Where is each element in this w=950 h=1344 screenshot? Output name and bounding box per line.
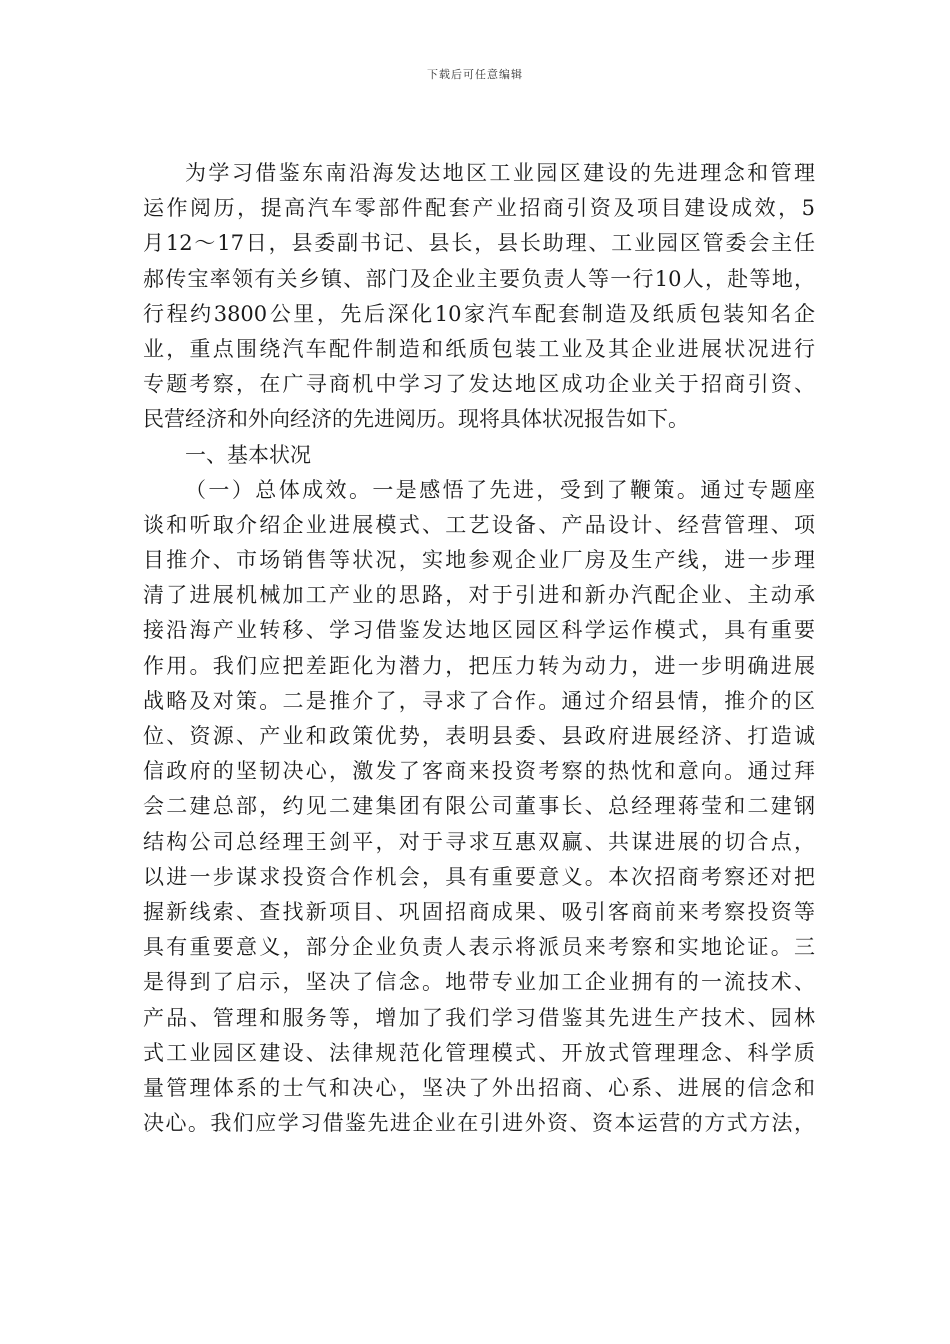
- heading-text: 一、基本状况: [185, 442, 311, 467]
- text-line: 业，重点围绕汽车配件制造和纸质包装工业及其企业进展状况进行: [143, 336, 815, 361]
- text-line: 行程约3800公里，先后深化10家汽车配套制造及纸质包装知名企: [143, 301, 815, 326]
- text-line: 战略及对策。二是推介了，寻求了合作。通过介绍县情，推介的区: [143, 688, 815, 713]
- text-line: 决心。我们应学习借鉴先进企业在引进外资、资本运营的方式方法，: [143, 1111, 815, 1136]
- text-line: 量管理体系的士气和决心，坚决了外出招商、心系、进展的信念和: [143, 1075, 815, 1100]
- text-line: （一）总体成效。一是感悟了先进，受到了鞭策。通过专题座: [185, 477, 815, 502]
- text-line: 月12～17日，县委副书记、县长，县长助理、工业园区管委会主任: [143, 231, 815, 256]
- text-line: 握新线索、查找新项目、巩固招商成果、吸引客商前来考察投资等: [143, 899, 815, 924]
- text-line: 以进一步谋求投资合作机会，具有重要意义。本次招商考察还对把: [143, 864, 815, 889]
- document-body: [143, 156, 815, 1141]
- text-line: 接沿海产业转移、学习借鉴发达地区园区科学运作模式，具有重要: [143, 618, 815, 643]
- paragraph-intro: [143, 156, 815, 438]
- page-header-note: 下载后可任意编辑: [427, 68, 523, 81]
- text-line: 会二建总部，约见二建集团有限公司董事长、总经理蒋莹和二建钢: [143, 794, 815, 819]
- paragraph-section-1: [143, 473, 815, 1142]
- text-line: 产品、管理和服务等，增加了我们学习借鉴其先进生产技术、园林: [143, 1005, 815, 1030]
- text-line: 郝传宝率领有关乡镇、部门及企业主要负责人等一行10人，赴等地，: [143, 266, 815, 291]
- text-line: 具有重要意义，部分企业负责人表示将派员来考察和实地论证。三: [143, 935, 815, 960]
- text-line: 作用。我们应把差距化为潜力，把压力转为动力，进一步明确进展: [143, 653, 815, 678]
- text-line: 清了进展机械加工产业的思路，对于引进和新办汽配企业、主动承: [143, 583, 815, 608]
- text-line: 运作阅历，提高汽车零部件配套产业招商引资及项目建设成效，5: [143, 196, 815, 221]
- text-line: 式工业园区建设、法律规范化管理模式、开放式管理理念、科学质: [143, 1040, 815, 1065]
- text-line: 结构公司总经理王剑平，对于寻求互惠双赢、共谋进展的切合点，: [143, 829, 815, 854]
- text-line: 目推介、市场销售等状况，实地参观企业厂房及生产线，进一步理: [143, 548, 815, 573]
- text-line: 专题考察，在广寻商机中学习了发达地区成功企业关于招商引资、: [143, 372, 815, 397]
- text-line: 为学习借鉴东南沿海发达地区工业园区建设的先进理念和管理: [185, 161, 815, 185]
- text-line: 民营经济和外向经济的先进阅历。现将具体状况报告如下。: [143, 407, 689, 432]
- section-heading: [143, 438, 815, 473]
- text-line: 位、资源、产业和政策优势，表明县委、县政府进展经济、打造诚: [143, 724, 815, 748]
- text-line: 谈和听取介绍企业进展模式、工艺设备、产品设计、经营管理、项: [143, 512, 815, 537]
- text-line: 信政府的坚韧决心，激发了客商来投资考察的热忱和意向。通过拜: [143, 759, 815, 784]
- text-line: 是得到了启示，坚决了信念。地带专业加工企业拥有的一流技术、: [143, 970, 815, 995]
